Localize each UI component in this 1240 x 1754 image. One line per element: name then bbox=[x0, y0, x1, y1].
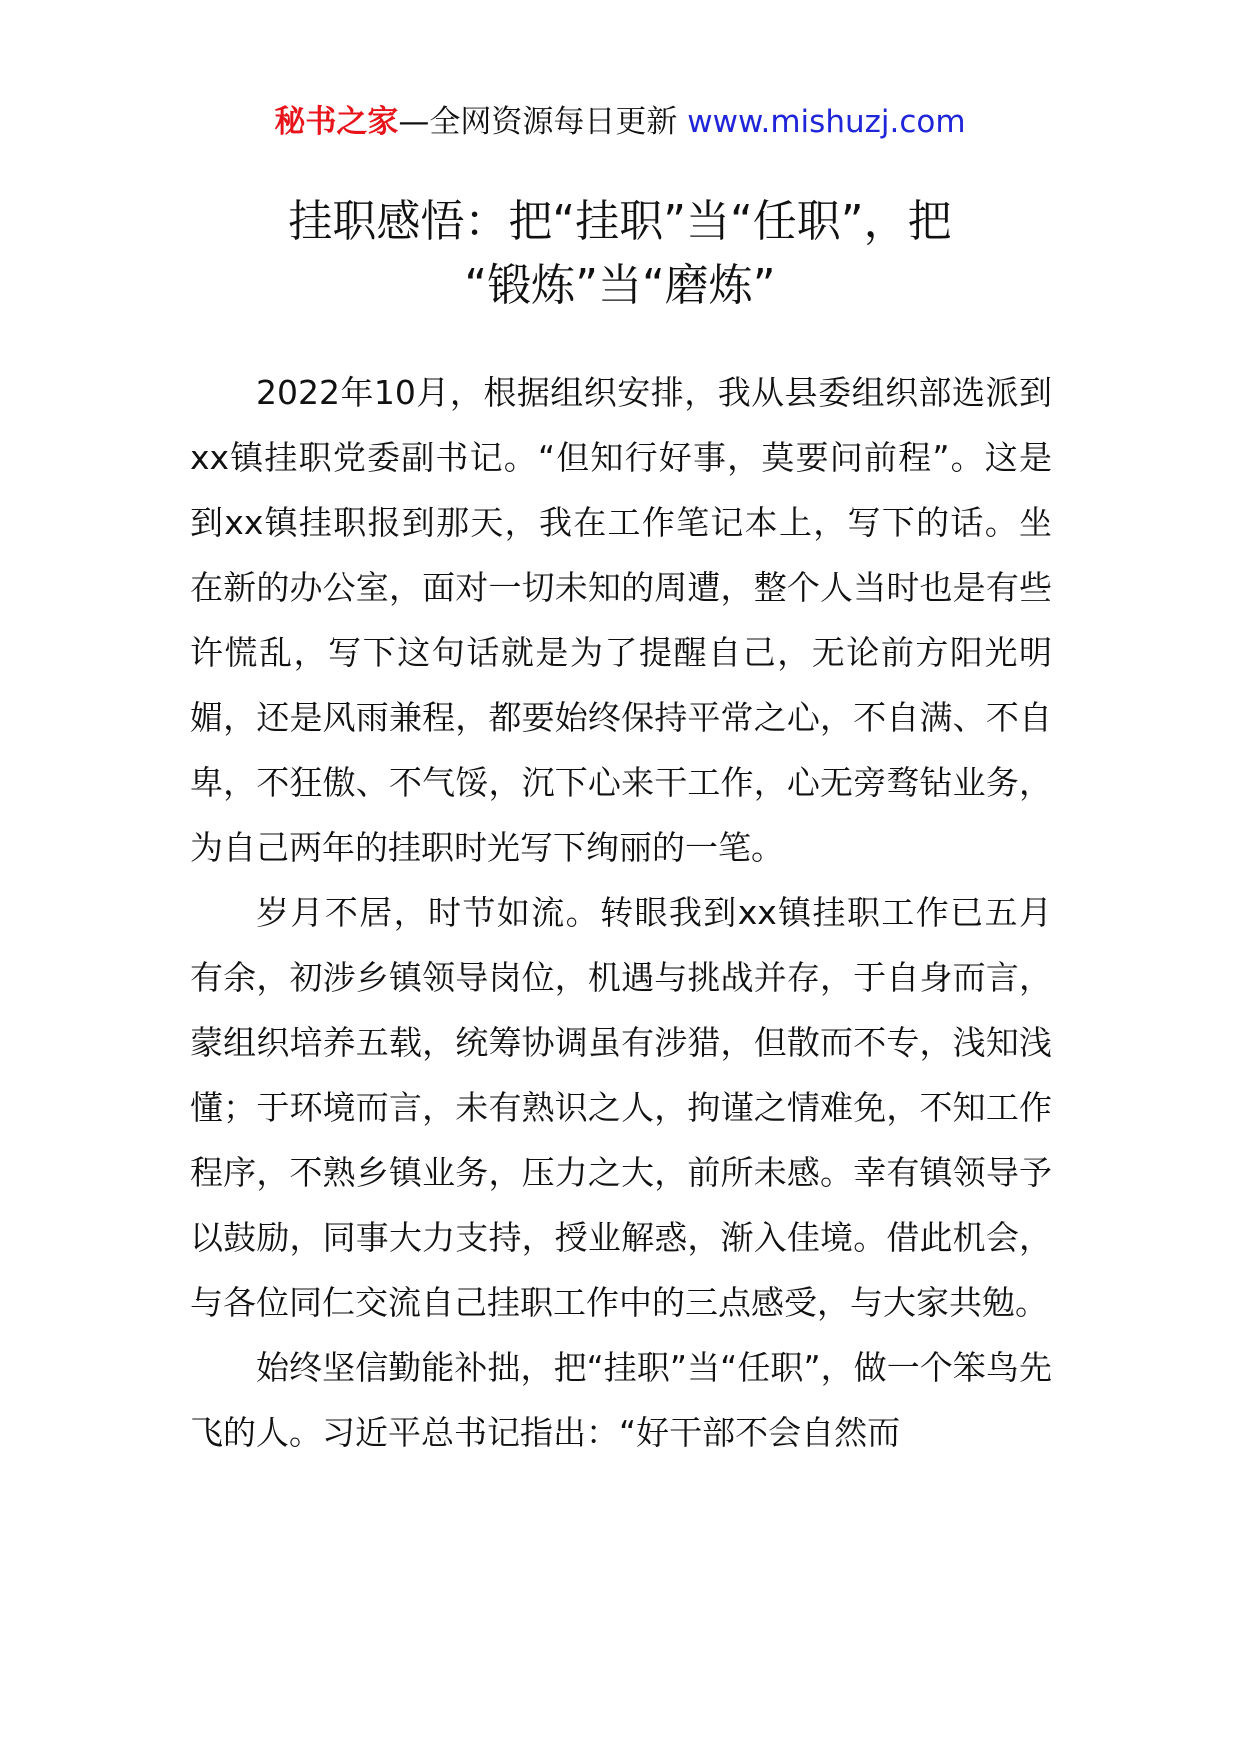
paragraph-3: 始终坚信勤能补拙，把“挂职”当“任职”，做一个笨鸟先飞的人。习近平总书记指出：“好干部不会自然而 bbox=[190, 1348, 1052, 1452]
title-line-2: “锻炼”当“磨炼” bbox=[464, 260, 776, 311]
document-body bbox=[190, 360, 1052, 1465]
brand-name: 秘书之家 bbox=[274, 104, 399, 140]
title-line-1: 挂职感悟：把“挂职”当“任职”，把 bbox=[288, 196, 952, 247]
paragraph-2: 岁月不居，时节如流。转眼我到xx镇挂职工作已五月有余，初涉乡镇领导岗位，机遇与挑战并存，于自身而言，蒙组织培养五载，统筹协调虽有涉猎，但散而不专，浅知浅懂；于环境而言，未有熟识之人，拘谨之情难免，不知工作程序，不熟乡镇业务，压力之大，前所未感。幸有镇领导予以鼓励，同事大力支持，授业解惑，渐入佳境。借此机会，与各位同仁交流自己挂职工作中的三点感受，与大家共勉。 bbox=[190, 893, 1052, 1322]
site-url-link[interactable]: www.mishuzj.com bbox=[687, 104, 966, 140]
document-title bbox=[150, 190, 1090, 318]
site-header bbox=[0, 100, 1240, 144]
header-slogan: —全网资源每日更新 bbox=[398, 104, 678, 140]
paragraph-1: 2022年10月，根据组织安排，我从县委组织部选派到xx镇挂职党委副书记。“但知行好事，莫要问前程”。这是到xx镇挂职报到那天，我在工作笔记本上，写下的话。坐在新的办公室，面对一切未知的周遭，整个人当时也是有些许慌乱，写下这句话就是为了提醒自己，无论前方阳光明媚，还是风雨兼程，都要始终保持平常之心，不自满、不自卑，不狂傲、不气馁，沉下心来干工作，心无旁骛钻业务，为自己两年的挂职时光写下绚丽的一笔。 bbox=[190, 373, 1052, 867]
